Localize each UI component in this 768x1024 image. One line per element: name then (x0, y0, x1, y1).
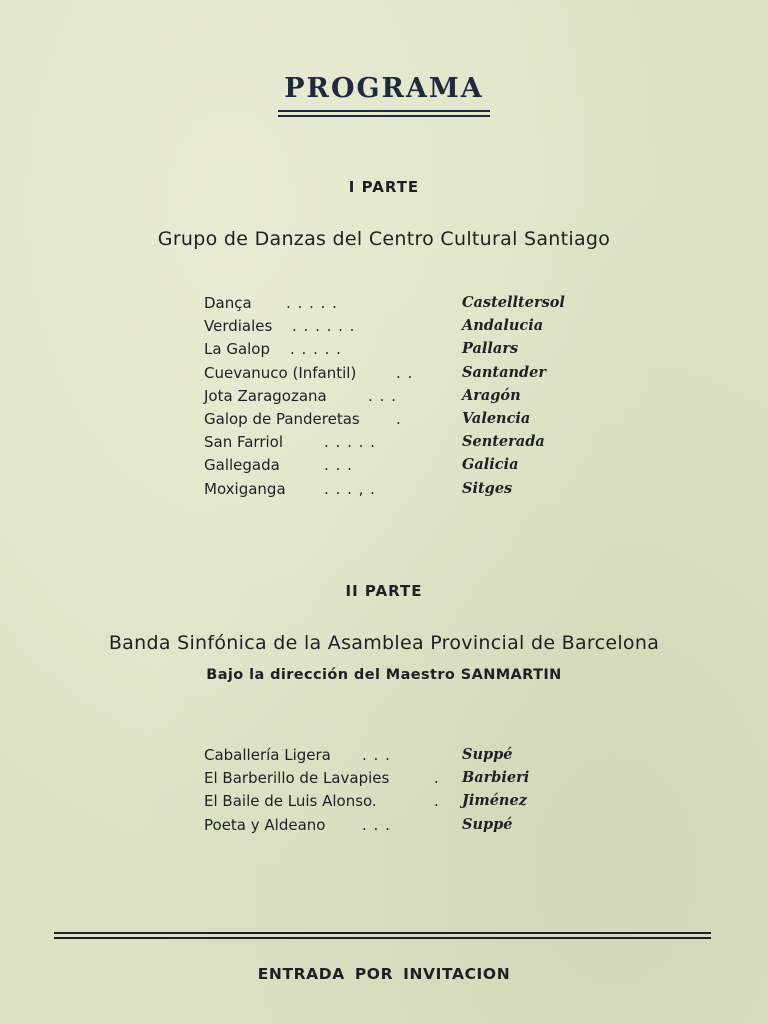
list-item (204, 792, 604, 815)
leader-dots: . . (396, 363, 414, 382)
leader-dots: . . . . . (324, 433, 376, 452)
item-name: Caballería Ligera (204, 746, 331, 764)
item-origin: Suppé (462, 815, 513, 833)
item-origin: Sitges (462, 479, 513, 497)
list-item (204, 816, 604, 839)
part-2-direction: Bajo la dirección del Maestro SANMARTIN (206, 667, 562, 683)
part-1-group-title: Grupo de Danzas del Centro Cultural Santiago (157, 228, 611, 250)
item-name: Jota Zaragozana (204, 386, 327, 405)
list-item (204, 480, 604, 503)
part-1-heading: I PARTE (348, 178, 420, 196)
list-item (204, 294, 604, 317)
item-name: Poeta y Aldeano (204, 815, 326, 834)
leader-dots: . . . (324, 456, 353, 475)
leader-dots: . . . (362, 746, 391, 764)
page-title: PROGRAMA (284, 73, 484, 104)
leader-dots: . . . . . . (292, 317, 356, 336)
item-name: Galop de Panderetas (204, 409, 360, 428)
item-origin: Castelltersol (462, 294, 565, 311)
item-name: El Baile de Luis Alonso. (204, 792, 377, 811)
list-item (204, 769, 604, 792)
part-2-list (204, 746, 604, 839)
list-item (204, 317, 604, 340)
part-2-heading: II PARTE (345, 582, 423, 600)
leader-dots: . . . . . (290, 340, 342, 359)
item-origin: Aragón (462, 386, 521, 404)
item-name: Moxiganga (204, 479, 286, 498)
item-origin: Galicia (462, 456, 519, 474)
item-origin: Suppé (462, 746, 513, 763)
part-2-group-title: Banda Sinfónica de la Asamblea Provincial de Barcelona (108, 632, 660, 654)
leader-dots: . (434, 769, 440, 788)
title-underline-top (278, 110, 490, 112)
item-origin: Valencia (462, 409, 531, 427)
list-item (204, 364, 604, 387)
item-origin: Jiménez (462, 792, 527, 810)
leader-dots: . (434, 792, 440, 811)
leader-dots: . . . , . (324, 479, 376, 498)
list-item (204, 433, 604, 456)
item-origin: Barbieri (462, 769, 530, 787)
item-origin: Santander (462, 363, 547, 381)
leader-dots: . (396, 409, 402, 428)
list-item (204, 410, 604, 433)
footer-rule-bottom (54, 937, 711, 939)
item-origin: Pallars (462, 340, 519, 358)
item-name: San Farriol (204, 433, 284, 452)
leader-dots: . . . . . (286, 294, 338, 312)
item-name: La Galop (204, 340, 270, 359)
item-origin: Senterada (462, 433, 545, 451)
title-underline-bottom (278, 115, 490, 117)
part-1-list (204, 294, 604, 503)
item-origin: Andalucia (462, 317, 544, 335)
list-item (204, 456, 604, 479)
list-item (204, 387, 604, 410)
item-name: Verdiales (204, 317, 273, 336)
footer-rule-top (54, 932, 711, 934)
item-name: Gallegada (204, 456, 280, 475)
list-item (204, 746, 604, 769)
list-item (204, 340, 604, 363)
item-name: Cuevanuco (Infantil) (204, 363, 357, 382)
footer-note: ENTRADA POR INVITACION (257, 965, 511, 983)
leader-dots: . . . (362, 815, 391, 834)
item-name: Dança (204, 294, 252, 312)
item-name: El Barberillo de Lavapies (204, 769, 390, 788)
leader-dots: . . . (368, 386, 397, 405)
